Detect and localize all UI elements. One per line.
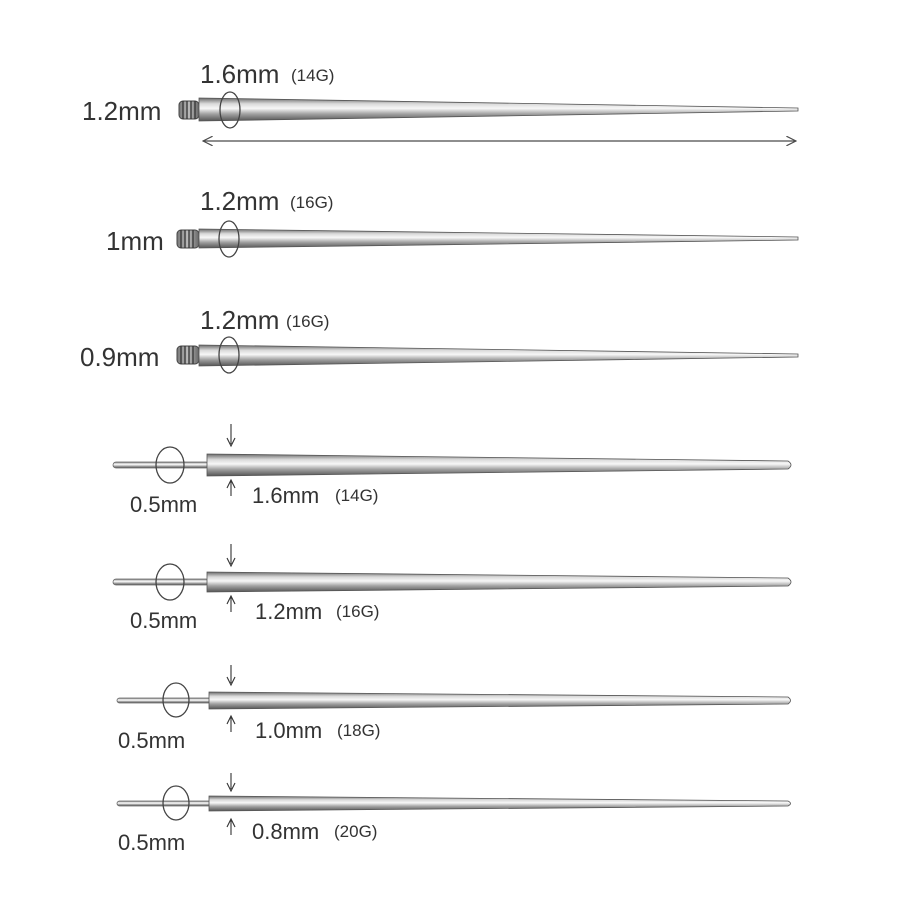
arrow-up-icon <box>227 596 235 612</box>
diameter-label: 1.6mm <box>252 483 320 508</box>
taper-body <box>199 98 798 121</box>
thread-icon <box>179 101 199 119</box>
gauge-label: (14G) <box>335 486 379 505</box>
thread-size-label: 1.2mm <box>82 96 162 126</box>
arrow-up-icon <box>227 819 235 835</box>
arrow-down-icon <box>227 424 235 446</box>
pin-end <box>117 698 211 703</box>
pin-size-label: 0.5mm <box>130 492 198 517</box>
taper-body <box>199 345 798 366</box>
diameter-label: 1.2mm <box>200 186 280 216</box>
thread-icon <box>177 230 199 248</box>
thread-size-label: 1mm <box>106 226 164 256</box>
arrow-up-icon <box>227 480 235 496</box>
pin-end <box>117 801 211 806</box>
threaded-taper-2 <box>106 186 798 257</box>
gauge-label: (14G) <box>291 66 335 85</box>
taper-body <box>209 796 791 811</box>
taper-body <box>209 692 791 709</box>
threaded-taper-3 <box>80 305 798 373</box>
pin-end <box>113 579 209 585</box>
gauge-label: (16G) <box>336 602 380 621</box>
arrow-up-icon <box>227 716 235 732</box>
diameter-label: 1.2mm <box>255 599 323 624</box>
pin-end-taper-3 <box>117 665 791 753</box>
gauge-label: (16G) <box>290 193 334 212</box>
taper-body <box>199 229 798 248</box>
pin-end-taper-2 <box>113 544 791 633</box>
taper-body <box>207 454 791 476</box>
pin-end-taper-4 <box>117 773 791 855</box>
pin-size-label: 0.5mm <box>118 830 186 855</box>
diameter-label: 0.8mm <box>252 819 320 844</box>
arrow-down-icon <box>227 773 235 791</box>
thread-size-label: 0.9mm <box>80 342 160 372</box>
threaded-taper-1 <box>82 59 798 141</box>
diameter-label: 1.6mm <box>200 59 280 89</box>
pin-size-label: 0.5mm <box>118 728 186 753</box>
gauge-label: (16G) <box>286 312 330 331</box>
gauge-label: (18G) <box>337 721 381 740</box>
pin-size-label: 0.5mm <box>130 608 198 633</box>
taper-body <box>207 572 791 592</box>
arrow-down-icon <box>227 544 235 566</box>
pin-end <box>113 462 209 468</box>
diameter-label: 1.2mm <box>200 305 280 335</box>
arrow-down-icon <box>227 665 235 685</box>
thread-icon <box>177 346 199 364</box>
gauge-label: (20G) <box>334 822 378 841</box>
pin-end-taper-1 <box>113 424 791 517</box>
diameter-label: 1.0mm <box>255 718 323 743</box>
